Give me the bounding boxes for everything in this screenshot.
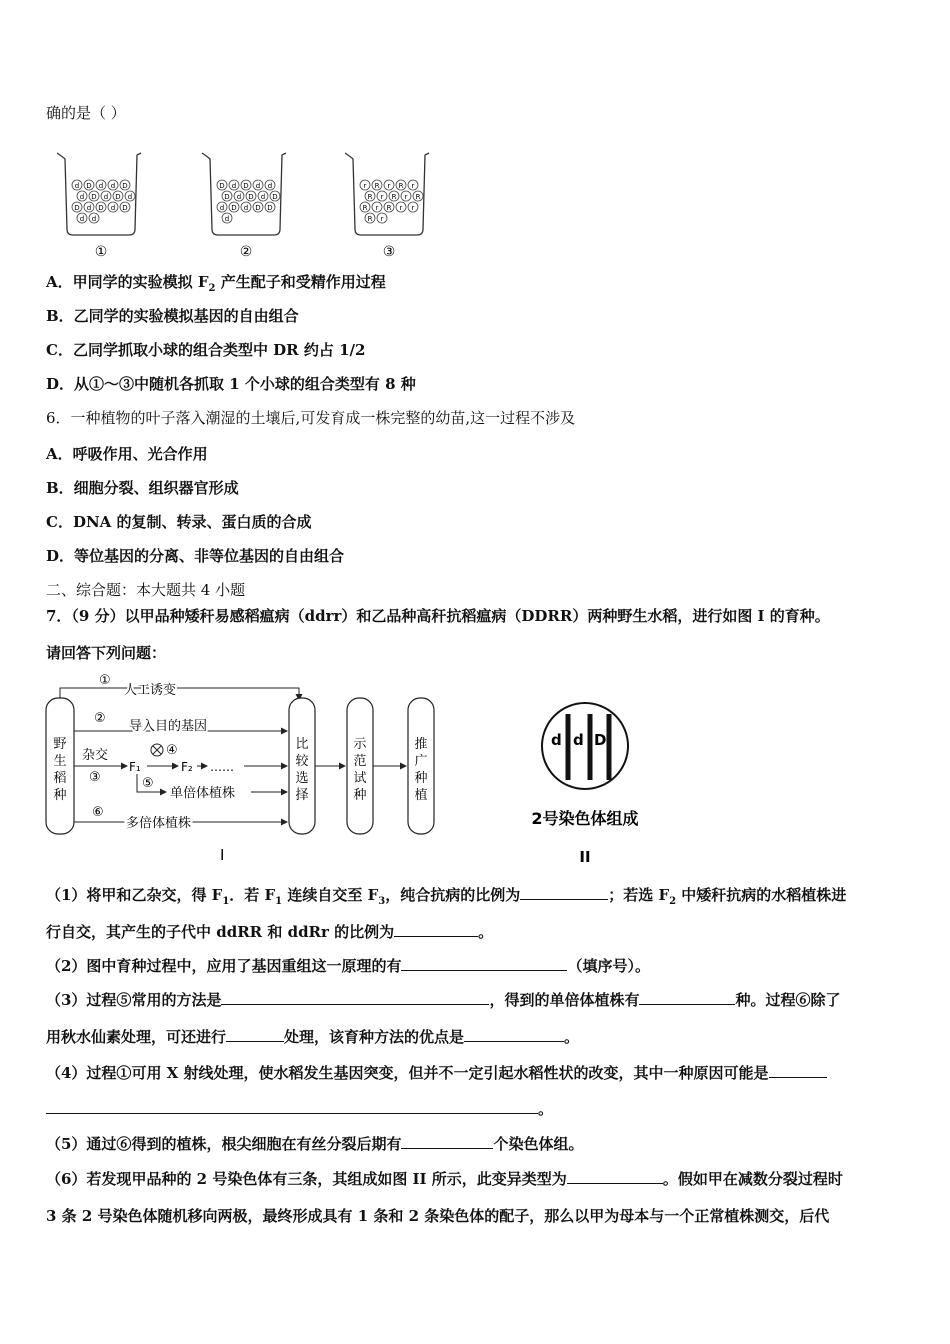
subq-4-line1: （4）过程①可用 X 射线处理，使水稻发生基因突变，但并不一定引起水稻性状的改变，其中一种原因可能是 <box>46 1062 827 1083</box>
breeding-diagram <box>44 668 444 868</box>
subq-6-line1: （6）若发现甲品种的 2 号染色体有三条，其组成如图 II 所示，此变异类型为 。假如甲在减数分裂过程时 <box>46 1170 843 1188</box>
ball-label: D <box>74 204 80 212</box>
answer-blank[interactable] <box>46 1099 538 1114</box>
ball-label: R <box>398 182 404 190</box>
wild-rice-box-label: 野 <box>53 737 67 752</box>
ball-label: D <box>98 204 104 212</box>
ball-label: D <box>91 193 97 201</box>
q6-option-a: A．呼吸作用、光合作用 <box>46 445 208 463</box>
ball-label: r <box>387 182 391 190</box>
gene-label: d <box>573 731 584 749</box>
ellipsis-label: …… <box>210 760 234 774</box>
ball-label: R <box>367 193 373 201</box>
step-4-label: ④ <box>166 743 178 758</box>
subq-3-line1: （3）过程⑤常用的方法是 ，得到的单倍体植株有 种。过程⑥除了 <box>46 991 841 1009</box>
promote-plant-box-label: 种 <box>414 771 428 786</box>
f2-label: F₂ <box>181 760 193 774</box>
subq-2: （2）图中育种过程中，应用了基因重组这一原理的有 （填序号）。 <box>46 957 650 975</box>
ball-label: D <box>255 204 261 212</box>
ball-label: D <box>115 193 121 201</box>
intro-text: 确的是（ ） <box>46 104 126 122</box>
beaker-label: ② <box>239 244 253 260</box>
beaker-label: ① <box>94 244 108 260</box>
ball-label: d <box>91 215 97 223</box>
ball-label: d <box>255 182 261 190</box>
q5-option-a: A．甲同学的实验模拟 $F_2$ 产生配子和受精作用过程 <box>46 273 386 294</box>
q5-option-c: C．乙同学抓取小球的组合类型中 DR 约占 1/2 <box>46 341 366 359</box>
ball-label: R <box>362 204 368 212</box>
subq-1-line2: 行自交，其产生的子代中 ddRR 和 ddRr 的比例为 。 <box>46 923 494 941</box>
ball-label: D <box>122 182 128 190</box>
ball-label: r <box>404 193 408 201</box>
ball-label: D <box>248 193 254 201</box>
haploid-label: 单倍体植株 <box>170 786 236 801</box>
ball-label: D <box>219 182 225 190</box>
ball-label: r <box>399 204 403 212</box>
demo-trial-box-label: 范 <box>353 754 367 769</box>
wild-rice-box-label: 稻 <box>53 771 67 786</box>
ball-label: d <box>103 193 109 201</box>
ball-label: r <box>411 182 415 190</box>
ball-label: d <box>79 193 85 201</box>
step-3-label: ③ <box>89 770 101 785</box>
figure-1-caption: I <box>220 846 225 864</box>
subq-6-line2: 3 条 2 号染色体随机移向两极，最终形成具有 1 条和 2 条染色体的配子，那么以甲为母本与一个正常植株测交，后代 <box>46 1207 830 1225</box>
ball-label: R <box>386 204 392 212</box>
figure-2-caption: II <box>579 848 591 866</box>
promote-plant-box-label: 推 <box>414 737 428 752</box>
subq-1-line1: （1）将甲和乙杂交，得 $F_1$．若 $F_1$ 连续自交至 $F_3$，纯合抗病的比例为 ；若选 $F_2$ 中矮秆抗病的水稻植株进 <box>46 886 847 907</box>
subq-5: （5）通过⑥得到的植株，根尖细胞在有丝分裂后期有 个染色体组。 <box>46 1135 584 1153</box>
q5-option-b: B．乙同学的实验模拟基因的自由组合 <box>46 307 299 325</box>
ball-label: D <box>122 204 128 212</box>
q6-stem: 6．一种植物的叶子落入潮湿的土壤后,可发育成一株完整的幼苗,这一过程不涉及 <box>46 409 576 427</box>
q7-prompt: 请回答下列问题： <box>46 644 167 662</box>
answer-blank[interactable] <box>520 885 608 900</box>
gene-label: D <box>594 731 607 749</box>
ball-label: d <box>260 193 266 201</box>
demo-trial-box-label: 示 <box>353 737 367 752</box>
promote-plant-box-label: 广 <box>414 754 428 769</box>
answer-blank[interactable] <box>769 1063 827 1078</box>
ball-label: d <box>267 182 273 190</box>
subq-4-line2: 。 <box>46 1098 553 1119</box>
answer-blank[interactable] <box>567 1169 663 1184</box>
ball-label: d <box>219 204 225 212</box>
ball-label: d <box>224 215 230 223</box>
ball-label: D <box>224 193 230 201</box>
step-2-label: ② <box>94 711 106 726</box>
demo-trial-box-label: 试 <box>353 771 367 786</box>
demo-trial-box-label: 种 <box>353 788 367 803</box>
step-1-label: ① <box>99 673 111 688</box>
ball-label: d <box>79 215 85 223</box>
beakers-figure <box>55 145 445 265</box>
compare-select-box-label: 择 <box>295 788 309 803</box>
ball-label: D <box>267 204 273 212</box>
gene-label: d <box>551 731 562 749</box>
ball-label: r <box>375 204 379 212</box>
ball-label: r <box>380 215 384 223</box>
wild-rice-box-label: 种 <box>53 788 67 803</box>
beaker-label: ③ <box>382 244 396 260</box>
compare-select-box-label: 较 <box>295 754 309 769</box>
ball-label: d <box>243 204 249 212</box>
section-heading: 二、综合题：本大题共 4 小题 <box>46 581 246 599</box>
q6-option-b: B．细胞分裂、组织器官形成 <box>46 479 239 497</box>
ball-label: D <box>231 204 237 212</box>
step-5-label: ⑤ <box>142 776 154 791</box>
answer-blank[interactable] <box>221 990 489 1005</box>
promote-plant-box-label: 植 <box>414 788 428 803</box>
ball-label: r <box>411 204 415 212</box>
ball-label: r <box>380 193 384 201</box>
cross-label: 杂交 <box>82 748 109 763</box>
polyploid-label: 多倍体植株 <box>126 816 192 831</box>
answer-blank[interactable] <box>639 990 735 1005</box>
chromosome-figure-title: 2号染色体组成 <box>531 809 639 828</box>
answer-blank[interactable] <box>226 1027 284 1042</box>
answer-blank[interactable] <box>401 1134 493 1149</box>
answer-blank[interactable] <box>464 1027 564 1042</box>
ball-label: D <box>272 193 278 201</box>
compare-select-box-label: 比 <box>295 737 309 752</box>
q6-option-c: C．DNA 的复制、转录、蛋白质的合成 <box>46 513 312 531</box>
answer-blank[interactable] <box>394 922 478 937</box>
ball-label: d <box>110 182 116 190</box>
ball-label: d <box>127 193 133 201</box>
compare-select-box-label: 选 <box>295 771 309 786</box>
ball-label: d <box>98 182 104 190</box>
ball-label: R <box>374 182 380 190</box>
ball-label: d <box>74 182 80 190</box>
ball-label: d <box>110 204 116 212</box>
ball-label: d <box>231 182 237 190</box>
ball-label: D <box>243 182 249 190</box>
ball-label: d <box>86 204 92 212</box>
chromosome-figure <box>510 690 670 870</box>
mutation-label: 人工诱变 <box>124 683 177 698</box>
q7-stem: 7．（9 分）以甲品种矮秆易感稻瘟病（ddrr）和乙品种高秆抗稻瘟病（DDRR）两种野生水稻，进行如图 I 的育种。 <box>46 607 830 625</box>
q6-option-d: D．等位基因的分离、非等位基因的自由组合 <box>46 547 345 565</box>
wild-rice-box-label: 生 <box>53 754 67 769</box>
ball-label: R <box>391 193 397 201</box>
ball-label: D <box>86 182 92 190</box>
answer-blank[interactable] <box>401 956 567 971</box>
f1-label: F₁ <box>129 760 141 774</box>
subq-3-line2: 用秋水仙素处理，可还进行 处理，该育种方法的优点是 。 <box>46 1028 580 1046</box>
ball-label: R <box>367 215 373 223</box>
gene-transfer-label: 导入目的基因 <box>129 719 208 734</box>
q5-option-d: D．从①～③中随机各抓取 1 个小球的组合类型有 8 种 <box>46 375 416 393</box>
ball-label: d <box>236 193 242 201</box>
ball-label: R <box>415 193 421 201</box>
ball-label: r <box>363 182 367 190</box>
step-6-label: ⑥ <box>92 805 104 820</box>
